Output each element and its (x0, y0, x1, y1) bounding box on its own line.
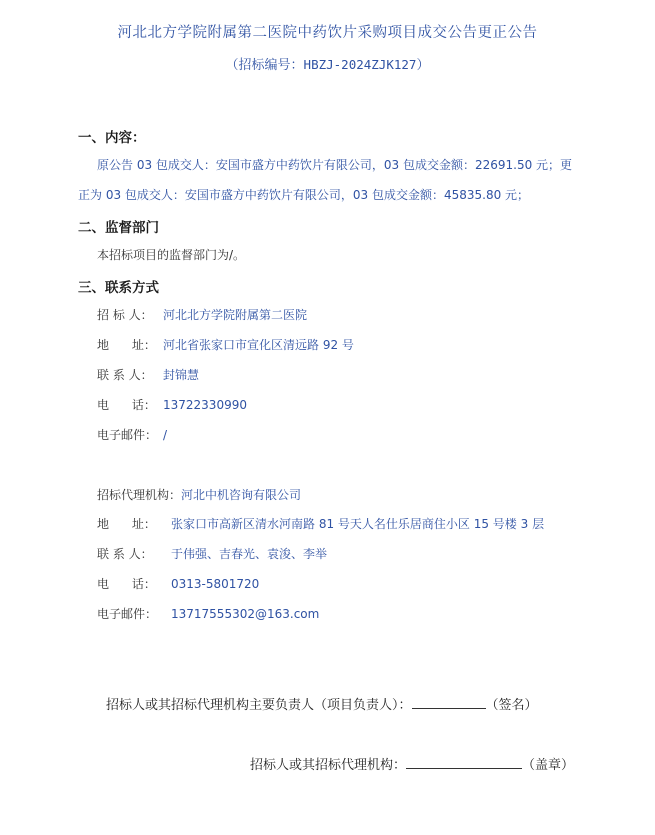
tenderer-address-label: 地 址： (97, 338, 156, 352)
agency-name-row (97, 486, 301, 503)
tenderer-name-label: 招 标 人： (97, 308, 153, 322)
agency-address-label: 地 址： (97, 517, 156, 531)
tenderer-address-row (97, 336, 354, 353)
tenderer-address: 河北省张家口市宣化区清远路 92 号 (163, 338, 354, 352)
signature-blank[interactable] (412, 696, 486, 709)
tenderer-contact-label: 联 系 人： (97, 368, 153, 382)
tenderer-phone-label: 电 话： (97, 398, 156, 412)
signature-seal-row (250, 754, 574, 773)
tenderer-email-label: 电子邮件： (97, 428, 158, 442)
agency-email-row (97, 605, 319, 622)
content-line-2: 正为 03 包成交人：安国市盛方中药饮片有限公司，03 包成交金额：45835.80 元； (78, 188, 530, 202)
tenderer-contact: 封锦慧 (163, 368, 200, 382)
tenderer-name-row (97, 306, 307, 323)
tenderer-phone-row (97, 396, 247, 413)
agency-email: 13717555302@163.com (171, 607, 320, 621)
agency-address-row (97, 515, 544, 532)
bid-code-value: HBZJ-2024ZJK127 (303, 57, 417, 72)
tenderer-phone: 13722330990 (163, 398, 247, 412)
seal-blank[interactable] (406, 756, 522, 769)
bid-code-prefix: （招标编号： (225, 58, 304, 73)
agency-name: 河北中机咨询有限公司 (181, 488, 302, 502)
agency-email-label: 电子邮件： (97, 607, 158, 621)
signature-responsible-row (106, 694, 538, 713)
tenderer-email: / (163, 428, 168, 442)
content-line-1: 原公告 03 包成交人：安国市盛方中药饮片有限公司，03 包成交金额：22691.50 元；更 (97, 158, 573, 172)
signature-responsible-label: 招标人或其招标代理机构主要负责人（项目负责人）： (106, 698, 412, 713)
signature-responsible-suffix: （签名） (485, 698, 538, 713)
section-content-heading: 一、内容： (78, 130, 146, 146)
agency-contact-label: 联 系 人： (97, 547, 153, 561)
agency-phone-label: 电 话： (97, 577, 156, 591)
section-supervision-heading: 二、监督部门 (78, 220, 159, 236)
tenderer-contact-row (97, 366, 199, 383)
supervision-text: 本招标项目的监督部门为/。 (97, 248, 246, 262)
agency-contact-row (97, 545, 327, 562)
bid-code-suffix: ） (416, 58, 430, 73)
bid-code-line (0, 54, 655, 73)
signature-seal-label: 招标人或其招标代理机构： (250, 758, 407, 773)
signature-seal-suffix: （盖章） (522, 758, 575, 773)
agency-phone: 0313-5801720 (171, 577, 260, 591)
tenderer-email-row (97, 426, 167, 443)
tenderer-name: 河北北方学院附属第二医院 (163, 308, 308, 322)
agency-phone-row (97, 575, 259, 592)
section-contact-heading: 三、联系方式 (78, 280, 159, 296)
agency-contact: 于伟强、吉春光、袁浚、李举 (171, 547, 328, 561)
document-title: 河北北方学院附属第二医院中药饮片采购项目成交公告更正公告 (117, 25, 538, 41)
agency-address: 张家口市高新区清水河南路 81 号天人名仕乐居商住小区 15 号楼 3 层 (171, 517, 545, 531)
agency-name-label: 招标代理机构： (97, 488, 182, 502)
